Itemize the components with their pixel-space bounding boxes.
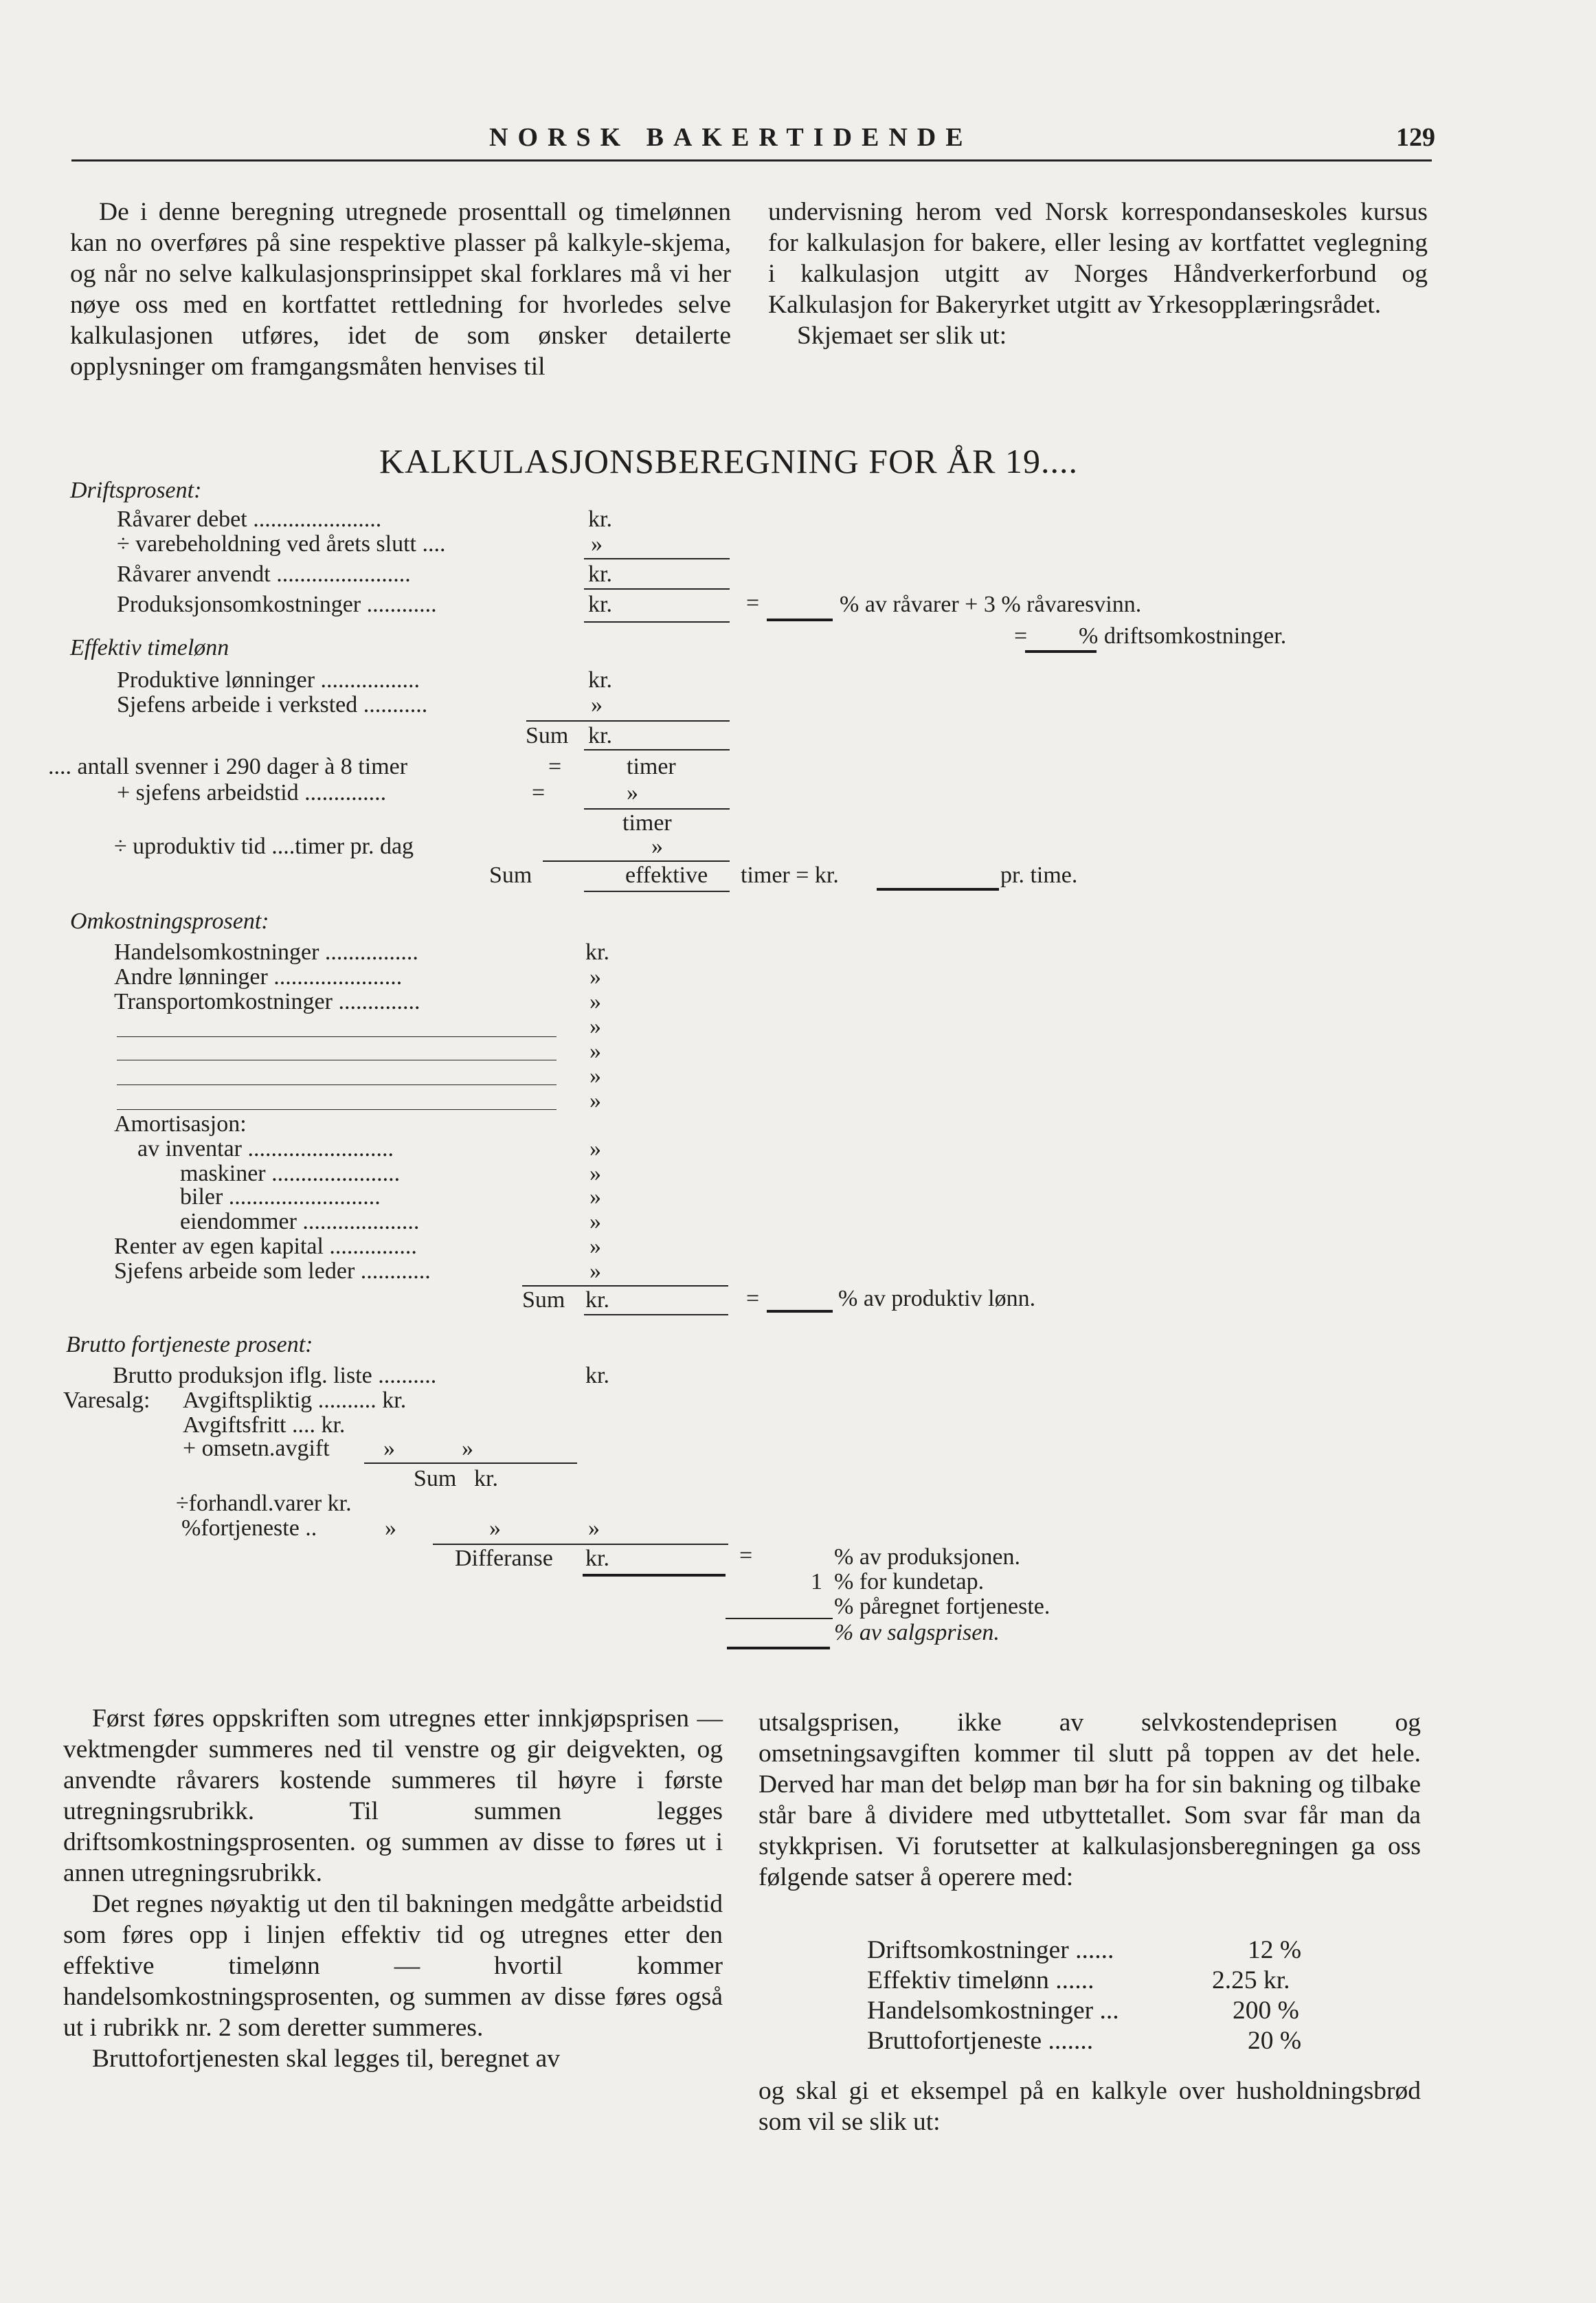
quote-andre-lonninger: » xyxy=(589,964,601,990)
rate-label: Effektiv timelønn ...... xyxy=(867,1966,1094,1994)
rate-value: 12 % xyxy=(1248,1936,1302,1964)
row-renter: Renter av egen kapital ............... xyxy=(114,1234,417,1259)
sum-line xyxy=(543,860,730,862)
label-timer-kr: timer = kr. xyxy=(741,863,839,888)
intro-left-column xyxy=(70,197,731,382)
label-differanse: Differanse xyxy=(455,1546,553,1571)
kr-sum: kr. xyxy=(474,1466,498,1491)
equals-sign: = xyxy=(548,754,562,779)
answer-blank xyxy=(727,1647,830,1649)
row-brutto-produksjon: Brutto produksjon iflg. liste .......... xyxy=(113,1363,437,1388)
intro-right-paragraph: undervisning herom ved Norsk korrespondanseskoles kursus for kalkulasjon for bakere, eller lesing av kortfattet veglegning i kalkulasjon utgitt av Norges Håndverkerforbund og Kalkulasjon for Bakeryrket utgitt av Yrkesopplæringsrådet. xyxy=(768,198,1428,319)
row-ravarer-anvendt: Råvarer anvendt ....................... xyxy=(117,561,411,587)
row-produksjonsomkostninger: Produksjonsomkostninger ............ xyxy=(117,592,437,617)
row-amortisasjon: Amortisasjon: xyxy=(114,1111,247,1137)
kr-differanse: kr. xyxy=(585,1546,609,1571)
label-timer: timer xyxy=(627,754,676,779)
quote-sjefens-arbeide: » xyxy=(591,692,603,717)
row-sjefens-arbeide: Sjefens arbeide i verksted ........... xyxy=(117,692,428,717)
pct-driftsomkostninger: % driftsomkostninger. xyxy=(1079,623,1287,649)
rate-value: 20 % xyxy=(1248,2027,1302,2055)
sum-line xyxy=(584,1314,728,1315)
pct-ravarer-svinn: % av råvarer + 3 % råvaresvinn. xyxy=(840,592,1142,617)
body-right-paragraph-1: utsalgsprisen, ikke av selvkostendeprisen og omsetningsavgiften kommer til slutt på toppen av det hele. Derved har man det beløp man bør ha for sin bakning og tilbake står bare å dividere med utbyttetallet. Som svar får man da stykkprisen. Vi forutsetter at kalkulasjonsberegningen ga oss følgende satser å operere med: xyxy=(758,1709,1421,1891)
label-sum: Sum xyxy=(522,1287,565,1313)
intro-left-paragraph: De i denne beregning utregnede prosenttall og timelønnen kan no overføres på sine respektive plasser på kalkyle-skjema, og når no selve kalkulasjonsprinsippet skal forklares må vi her nøye oss med en kortfattet rettledning for hvorledes selve kalkulasjonen utføres, idet de som ønsker detailerte opplysninger om framgangsmåten henvises til xyxy=(70,198,731,381)
body-left-column xyxy=(63,1703,723,2074)
label-varesalg: Varesalg: xyxy=(63,1388,150,1413)
quote-biler: » xyxy=(589,1184,601,1210)
row-transportomkostninger: Transportomkostninger .............. xyxy=(114,989,420,1014)
row-forhandl-varer: ÷forhandl.varer kr. xyxy=(176,1491,352,1516)
sum-line xyxy=(584,808,730,810)
label-sum: Sum xyxy=(489,863,532,888)
rate-label: Driftsomkostninger ...... xyxy=(867,1936,1114,1964)
row-sjefens-arbeide-leder: Sjefens arbeide som leder ............ xyxy=(114,1258,431,1284)
header-rule xyxy=(71,159,1432,162)
blank-line xyxy=(117,1036,557,1037)
row-uproduktiv-tid: ÷ uproduktiv tid ....timer pr. dag xyxy=(114,834,414,859)
sum-line xyxy=(584,621,730,623)
quote-varebeholdning: » xyxy=(591,531,603,557)
row-eiendommer: eiendommer .................... xyxy=(180,1209,420,1234)
quote-leder: » xyxy=(589,1258,601,1284)
section-driftsprosent: Driftsprosent: xyxy=(70,478,202,503)
page-number: 129 xyxy=(1396,123,1435,152)
equals-sign: = xyxy=(1014,623,1028,649)
quote-blank: » xyxy=(589,1014,601,1039)
sum-line xyxy=(522,1285,728,1287)
equals-sign: = xyxy=(746,1286,760,1311)
pct-kundetap: % for kundetap. xyxy=(834,1569,985,1594)
quote-oms-1: » xyxy=(383,1436,395,1461)
rate-value: 2.25 kr. xyxy=(1212,1966,1290,1994)
label-sum: Sum xyxy=(526,723,569,748)
row-handelsomkostninger: Handelsomkostninger ................ xyxy=(114,939,418,965)
pct-paregnet-fortjeneste: % påregnet fortjeneste. xyxy=(834,1594,1050,1619)
running-header-title: NORSK BAKERTIDENDE xyxy=(489,123,973,152)
row-avgiftspliktig: Avgiftspliktig .......... kr. xyxy=(183,1388,407,1413)
quote-blank: » xyxy=(589,1038,601,1064)
quote-inventar: » xyxy=(589,1136,601,1161)
quote-fortj-3: » xyxy=(588,1515,600,1541)
rate-label: Bruttofortjeneste ....... xyxy=(867,2027,1094,2055)
kr-produktive-lonninger: kr. xyxy=(588,667,612,693)
label-effektive: effektive xyxy=(625,863,708,888)
sum-line xyxy=(364,1462,577,1464)
row-fortjeneste: %fortjeneste .. xyxy=(181,1515,317,1541)
quote-eiendommer: » xyxy=(589,1209,601,1234)
sum-double-line xyxy=(583,1574,726,1577)
row-omsetn-avgift: + omsetn.avgift xyxy=(183,1436,330,1461)
quote-arbeidstid: » xyxy=(627,780,638,805)
quote-uproduktiv: » xyxy=(651,834,663,859)
rate-label: Handelsomkostninger ... xyxy=(867,1996,1119,2025)
row-sjefens-arbeidstid: + sjefens arbeidstid .............. xyxy=(117,780,387,805)
body-left-paragraph-2: Det regnes nøyaktig ut den til bakningen medgåtte arbeidstid som føres opp i linjen effektiv tid og utregnes etter den effektive timelønn — hvortil kommer handelsomkostningsprosenten, og summen av disse føres også ut i rubrikk nr. 2 som deretter summeres. xyxy=(63,1890,723,2042)
blank-line xyxy=(117,1084,557,1085)
row-varebeholdning: ÷ varebeholdning ved årets slutt .... xyxy=(117,531,446,557)
kr-sum: kr. xyxy=(585,1287,609,1313)
row-avgiftsfritt: Avgiftsfritt .... kr. xyxy=(183,1412,346,1438)
quote-maskiner: » xyxy=(589,1161,601,1186)
section-effektiv-timelonn: Effektiv timelønn xyxy=(70,635,229,660)
sum-line xyxy=(584,749,730,750)
row-av-inventar: av inventar ......................... xyxy=(137,1136,394,1161)
label-timer: timer xyxy=(622,810,672,836)
section-brutto-fortjeneste: Brutto fortjeneste prosent: xyxy=(66,1332,313,1357)
row-andre-lonninger: Andre lønninger ...................... xyxy=(114,964,403,990)
quote-renter: » xyxy=(589,1234,601,1259)
quote-fortj-2: » xyxy=(489,1515,501,1541)
quote-oms-2: » xyxy=(462,1436,473,1461)
body-right-column xyxy=(758,1707,1421,1893)
sum-line xyxy=(584,558,730,559)
answer-blank xyxy=(726,1618,833,1619)
body-left-paragraph-3: Bruttofortjenesten skal legges til, beregnet av xyxy=(92,2045,561,2073)
blank-line xyxy=(117,1109,557,1110)
pct-salgsprisen: % av salgsprisen. xyxy=(834,1620,1000,1645)
rate-value: 200 % xyxy=(1233,1996,1299,2025)
answer-blank xyxy=(1025,650,1097,653)
sum-line xyxy=(526,720,730,722)
label-sum: Sum xyxy=(414,1466,457,1491)
form-title: KALKULASJONSBEREGNING FOR ÅR 19.... xyxy=(379,442,1079,480)
kr-sum: kr. xyxy=(588,723,612,748)
pct-produktiv-lonn: % av produktiv lønn. xyxy=(838,1286,1036,1311)
body-right-paragraph-2: og skal gi et eksempel på en kalkyle over husholdningsbrød som vil se slik ut: xyxy=(758,2077,1421,2136)
equals-sign: = xyxy=(532,780,546,805)
section-omkostningsprosent: Omkostningsprosent: xyxy=(70,909,269,934)
quote-blank: » xyxy=(589,1063,601,1089)
body-left-paragraph-1: Først føres oppskriften som utregnes etter innkjøpsprisen — vektmengder summeres ned til venstre og gir deigvekten, og anvendte råvarers kostende summeres til høyre i første utregningsrubrikk. Til summen legges driftsomkostningsprosenten. og summen av disse to føres ut i annen utregningsrubrikk. xyxy=(63,1704,723,1887)
quote-blank: » xyxy=(589,1088,601,1113)
label-pr-time: pr. time. xyxy=(1000,863,1078,888)
row-produktive-lonninger: Produktive lønninger ................. xyxy=(117,667,420,693)
intro-right-column xyxy=(768,197,1428,351)
row-biler: biler .......................... xyxy=(180,1184,381,1210)
equals-sign: = xyxy=(746,590,760,616)
kr-brutto-produksjon: kr. xyxy=(585,1363,609,1388)
body-right-column-end xyxy=(758,2076,1421,2137)
row-antall-svenner: .... antall svenner i 290 dager à 8 timer xyxy=(48,754,408,779)
kr-ravarer-anvendt: kr. xyxy=(588,561,612,587)
pct-produksjonen: % av produksjonen. xyxy=(834,1544,1021,1570)
row-maskiner: maskiner ...................... xyxy=(180,1161,401,1186)
equals-sign: = xyxy=(739,1543,753,1568)
sum-line xyxy=(433,1544,728,1545)
answer-blank xyxy=(877,888,999,891)
quote-transport: » xyxy=(589,989,601,1014)
quote-fortj-1: » xyxy=(385,1515,396,1541)
num-kundetap: 1 xyxy=(811,1569,822,1594)
intro-right-schema-note: Skjemaet ser slik ut: xyxy=(797,322,1007,350)
kr-produksjonsomkostninger: kr. xyxy=(588,592,612,617)
sum-line xyxy=(584,891,730,892)
answer-blank xyxy=(767,619,833,621)
kr-ravarer-debet: kr. xyxy=(588,507,612,532)
kr-handelsomkostninger: kr. xyxy=(585,939,609,965)
row-ravarer-debet: Råvarer debet ...................... xyxy=(117,507,382,532)
sum-line xyxy=(584,588,730,590)
answer-blank xyxy=(767,1310,833,1313)
